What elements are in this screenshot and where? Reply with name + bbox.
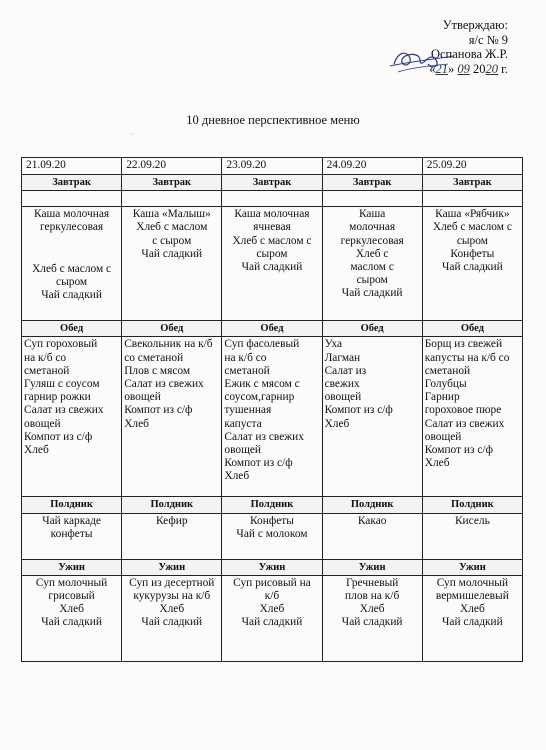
lunch-cell	[322, 337, 422, 497]
menu-line: Компот из с/ф	[124, 404, 193, 417]
menu-line: Хлеб с маслом	[136, 221, 208, 234]
menu-line: Каша «Рябчик»	[435, 208, 510, 221]
menu-line: сыром	[456, 234, 488, 247]
menu-line: сметаной	[424, 364, 471, 377]
date-cell: 24.09.20	[322, 158, 422, 175]
approval-heading: Утверждаю:	[442, 18, 508, 32]
snack-row	[22, 513, 523, 559]
dinner-cell	[222, 575, 322, 661]
menu-line: Голубцы	[424, 378, 467, 391]
menu-line: Конфеты	[450, 247, 495, 260]
meal-header: Завтрак	[122, 175, 222, 191]
meal-header: Обед	[422, 321, 522, 337]
lunch-row	[22, 337, 523, 497]
menu-line: Хлеб	[459, 603, 485, 616]
approval-signer: Оспанова Ж.Р.	[430, 47, 508, 61]
menu-line: сыром	[356, 274, 388, 287]
menu-line: Салат из свежих	[124, 378, 204, 391]
menu-line: Салат из свежих	[424, 417, 505, 430]
menu-line: гороховое пюре	[424, 404, 502, 417]
menu-line: Чай сладкий	[341, 616, 403, 629]
date-quote-open: «	[429, 61, 436, 76]
meal-header: Завтрак	[322, 175, 422, 191]
meal-header: Ужин	[422, 559, 522, 575]
lunch-cell	[222, 337, 322, 497]
menu-line: Хлеб	[424, 457, 450, 470]
menu-line: Чай каркаде	[42, 514, 101, 527]
menu-line: ячневая	[253, 221, 291, 234]
menu-line: Какао	[357, 514, 387, 527]
menu-line: капуста	[224, 417, 262, 430]
menu-line: тушенная	[224, 404, 272, 417]
menu-line: маслом с	[350, 261, 394, 274]
lunch-header-row	[22, 321, 523, 337]
scan-mark: ·	[130, 130, 133, 139]
menu-line: Гарнир	[424, 391, 460, 404]
menu-line: молочная	[349, 221, 396, 234]
date-suffix: г.	[501, 61, 508, 76]
menu-line: с сыром	[152, 234, 192, 247]
menu-line: конфеты	[50, 527, 93, 540]
snack-cell	[122, 513, 222, 559]
menu-line: Хлеб	[224, 470, 250, 483]
dinner-cell	[22, 575, 122, 661]
meal-header: Ужин	[222, 559, 322, 575]
date-day: 21	[435, 61, 449, 76]
menu-line: сметаной	[224, 364, 270, 377]
menu-line: Суп молочный	[436, 576, 509, 589]
dates-row	[22, 158, 523, 175]
meal-header: Обед	[222, 321, 322, 337]
snack-cell	[22, 513, 122, 559]
menu-line: Каша	[358, 208, 386, 221]
breakfast-cell	[322, 207, 422, 321]
menu-line: Ежик с мясом с	[224, 378, 300, 391]
menu-line: Хлеб	[324, 417, 350, 430]
menu-line: Чай сладкий	[41, 616, 102, 629]
document-title: 10 дневное перспективное меню	[186, 113, 360, 127]
menu-line: Уха	[324, 338, 343, 351]
menu-line: овощей	[24, 417, 61, 430]
menu-line: Компот из с/ф	[324, 404, 393, 417]
menu-line: Компот из с/ф	[24, 430, 93, 443]
menu-line: Гуляш с соусом	[24, 378, 100, 391]
breakfast-cell	[22, 207, 122, 321]
date-month: 09	[457, 61, 470, 76]
menu-line: сыром	[56, 275, 88, 288]
menu-line: Кисель	[454, 514, 490, 527]
menu-line: овощей	[224, 444, 261, 457]
menu-line: Суп молочный	[35, 576, 108, 589]
approval-institution: я/с № 9	[468, 32, 508, 47]
snack-cell	[422, 513, 522, 559]
breakfast-row	[22, 207, 523, 321]
menu-line: Хлеб	[259, 603, 285, 616]
menu-line: Чай сладкий	[241, 616, 303, 629]
meal-header: Обед	[22, 321, 122, 337]
date-quote-close: »	[448, 61, 455, 76]
menu-table	[21, 157, 523, 662]
menu-line: Чай сладкий	[141, 247, 203, 260]
menu-line: Салат из свежих	[24, 404, 104, 417]
menu-line: Кефир	[156, 514, 188, 527]
menu-line: Суп рисовый на	[233, 576, 311, 589]
menu-line: Чай сладкий	[141, 616, 203, 629]
meal-header: Полдник	[422, 497, 522, 513]
signature-image	[388, 44, 458, 80]
snack-header-row	[22, 497, 523, 513]
menu-line: Чай сладкий	[442, 261, 503, 274]
snack-cell	[222, 513, 322, 559]
breakfast-cell	[422, 207, 522, 321]
menu-line: Чай сладкий	[241, 261, 303, 274]
menu-line: Хлеб	[159, 603, 185, 616]
meal-header: Полдник	[222, 497, 322, 513]
meal-header: Обед	[322, 321, 422, 337]
meal-header: Ужин	[322, 559, 422, 575]
menu-line: Компот из с/ф	[224, 457, 293, 470]
menu-line: Чай сладкий	[41, 289, 102, 302]
lunch-cell	[122, 337, 222, 497]
menu-line: сыром	[256, 247, 288, 260]
spacer-row	[22, 191, 523, 207]
lunch-cell	[422, 337, 522, 497]
menu-line: Хлеб	[124, 417, 149, 430]
menu-line: со сметаной	[124, 351, 184, 364]
date-cell: 25.09.20	[422, 158, 522, 175]
date-year-prefix: 20	[473, 61, 486, 76]
menu-line: овощей	[324, 391, 362, 404]
menu-line: Салат из	[324, 364, 367, 377]
menu-line: Хлеб с	[355, 247, 389, 260]
meal-header: Ужин	[22, 559, 122, 575]
menu-line: Чай сладкий	[341, 287, 403, 300]
dinner-header-row	[22, 559, 523, 575]
menu-line: Конфеты	[250, 514, 294, 527]
menu-line: Суп из десертной	[129, 576, 215, 589]
menu-line: к/б	[264, 590, 280, 603]
breakfast-cell	[222, 207, 322, 321]
menu-line: Свекольник на к/б	[124, 338, 213, 351]
menu-line: геркулесовая	[340, 234, 404, 247]
menu-line: Гречневый	[345, 576, 399, 589]
menu-line: Хлеб с маслом с	[32, 262, 112, 275]
date-cell: 22.09.20	[122, 158, 222, 175]
meal-header: Обед	[122, 321, 222, 337]
menu-line: геркулесовая	[40, 221, 104, 234]
menu-line: Плов с мясом	[124, 364, 191, 377]
menu-line: Каша «Малыш»	[132, 208, 211, 221]
meal-header: Полдник	[122, 497, 222, 513]
breakfast-cell	[122, 207, 222, 321]
menu-line: сметаной	[24, 364, 70, 377]
dinner-cell	[322, 575, 422, 661]
menu-line: капусты на к/б со	[424, 351, 510, 364]
meal-header: Завтрак	[222, 175, 322, 191]
date-cell: 23.09.20	[222, 158, 322, 175]
menu-line: грисовый	[48, 590, 95, 603]
menu-line: Хлеб с маслом с	[432, 221, 512, 234]
menu-line: Лагман	[324, 351, 361, 364]
menu-line: Борщ из свежей	[424, 338, 503, 351]
date-cell: 21.09.20	[22, 158, 122, 175]
meal-header: Ужин	[122, 559, 222, 575]
menu-line: вермишелевый	[435, 590, 509, 603]
menu-line: гарнир рожки	[24, 391, 91, 404]
menu-line: овощей	[424, 430, 462, 443]
menu-line: Каша молочная	[34, 208, 110, 221]
menu-line: Каша молочная	[234, 208, 310, 221]
meal-header: Завтрак	[22, 175, 122, 191]
menu-line: плов на к/б	[345, 590, 400, 603]
menu-line: Хлеб	[359, 603, 385, 616]
menu-line: Суп фасолевый	[224, 338, 300, 351]
menu-line: кукурузы на к/б	[133, 590, 211, 603]
dinner-row	[22, 575, 523, 661]
meal-header: Завтрак	[422, 175, 522, 191]
menu-line: Чай сладкий	[442, 616, 503, 629]
menu-line: Чай с молоком	[236, 527, 308, 540]
menu-line: на к/б со	[224, 351, 267, 364]
menu-line: овощей	[124, 391, 161, 404]
meal-header: Полдник	[22, 497, 122, 513]
menu-line: на к/б со	[24, 351, 67, 364]
menu-line: Хлеб	[59, 603, 84, 616]
menu-line: Суп гороховый	[24, 338, 98, 351]
date-year: 20	[485, 61, 499, 76]
snack-cell	[322, 513, 422, 559]
menu-line: Хлеб	[24, 444, 49, 457]
lunch-cell	[22, 337, 122, 497]
menu-line: Хлеб с маслом с	[232, 234, 312, 247]
dinner-cell	[422, 575, 522, 661]
dinner-cell	[122, 575, 222, 661]
menu-line: Компот из с/ф	[424, 444, 493, 457]
meal-header: Полдник	[322, 497, 422, 513]
menu-line: соусом,гарнир	[224, 391, 295, 404]
menu-line: свежих	[324, 378, 360, 391]
breakfast-header-row	[22, 175, 523, 191]
menu-line: Салат из свежих	[224, 430, 304, 443]
